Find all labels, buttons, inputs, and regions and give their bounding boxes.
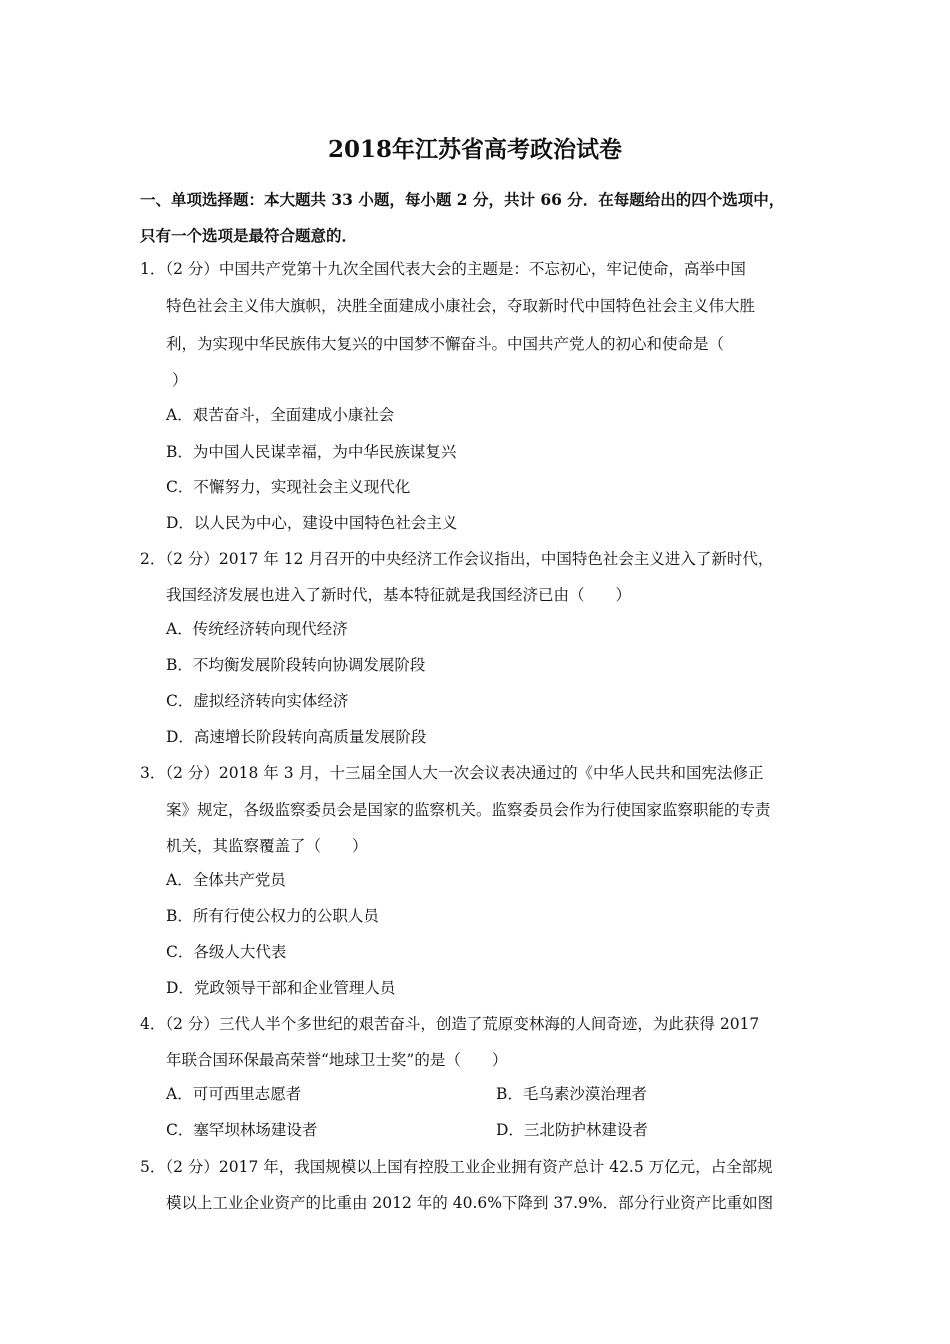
section-heading-line-1: 一、单项选择题：本大题共 33 小题，每小题 2 分，共计 66 分．在每题给出的四个选项中， — [140, 190, 785, 209]
q4-stem-line: 年联合国环保最高荣誉“地球卫士奖”的是（ ） — [166, 1051, 508, 1069]
q3-option-a: A．全体共产党员 — [166, 871, 286, 889]
q1-option-d: D．以人民为中心，建设中国特色社会主义 — [166, 514, 458, 532]
q2-option-c: C．虚拟经济转向实体经济 — [166, 692, 349, 710]
q1-stem-line: 1．（2 分）中国共产党第十九次全国代表大会的主题是：不忘初心，牢记使命，高举中国 — [140, 260, 746, 278]
q3-stem-line: 机关，其监察覆盖了（ ） — [166, 837, 368, 855]
q3-option-d: D．党政领导干部和企业管理人员 — [166, 979, 396, 997]
q1-option-a: A．艰苦奋斗，全面建成小康社会 — [166, 406, 395, 424]
q1-stem-line: 特色社会主义伟大旗帜，决胜全面建成小康社会，夺取新时代中国特色社会主义伟大胜 — [166, 297, 756, 315]
q4-option-a: A．可可西里志愿者 — [166, 1085, 302, 1103]
q3-stem-line: 3．（2 分）2018 年 3 月，十三届全国人大一次会议表决通过的《中华人民共和国宪法修正 — [140, 764, 764, 782]
q2-option-b: B．不均衡发展阶段转向协调发展阶段 — [166, 656, 426, 674]
page-title: 2018年江苏省高考政治试卷 — [327, 136, 622, 163]
q1-option-b: B．为中国人民谋幸福，为中华民族谋复兴 — [166, 443, 457, 461]
q2-stem-line: 我国经济发展也进入了新时代，基本特征就是我国经济已由（ ） — [166, 586, 632, 604]
q2-option-a: A．传统经济转向现代经济 — [166, 620, 348, 638]
q1-stem-line: ） — [172, 371, 188, 389]
q3-option-c: C．各级人大代表 — [166, 943, 287, 961]
q2-option-d: D．高速增长阶段转向高质量发展阶段 — [166, 728, 427, 746]
section-heading-line-2: 只有一个选项是最符合题意的． — [140, 226, 358, 245]
q2-stem-line: 2．（2 分）2017 年 12 月召开的中央经济工作会议指出，中国特色社会主义进入了新时代， — [140, 550, 774, 568]
q5-stem-line: 5．（2 分）2017 年，我国规模以上国有控股工业企业拥有资产总计 42.5 万亿元，占全部规 — [140, 1158, 773, 1176]
q4-option-d: D．三北防护林建设者 — [496, 1121, 648, 1139]
q1-option-c: C．不懈努力，实现社会主义现代化 — [166, 478, 411, 496]
q4-stem-line: 4．（2 分）三代人半个多世纪的艰苦奋斗，创造了荒原变林海的人间奇迹，为此获得 2017 — [140, 1015, 760, 1033]
q4-option-c: C．塞罕坝林场建设者 — [166, 1121, 318, 1139]
q5-stem-line: 模以上工业企业资产的比重由 2012 年的 40.6%下降到 37.9%．部分行业资产比重如图 — [166, 1194, 774, 1212]
q3-option-b: B．所有行使公权力的公职人员 — [166, 907, 379, 925]
q3-stem-line: 案》规定，各级监察委员会是国家的监察机关。监察委员会作为行使国家监察职能的专责 — [166, 801, 771, 819]
q4-option-b: B．毛乌素沙漠治理者 — [496, 1085, 647, 1103]
q1-stem-line: 利，为实现中华民族伟大复兴的中国梦不懈奋斗。中国共产党人的初心和使命是（ — [166, 335, 725, 353]
